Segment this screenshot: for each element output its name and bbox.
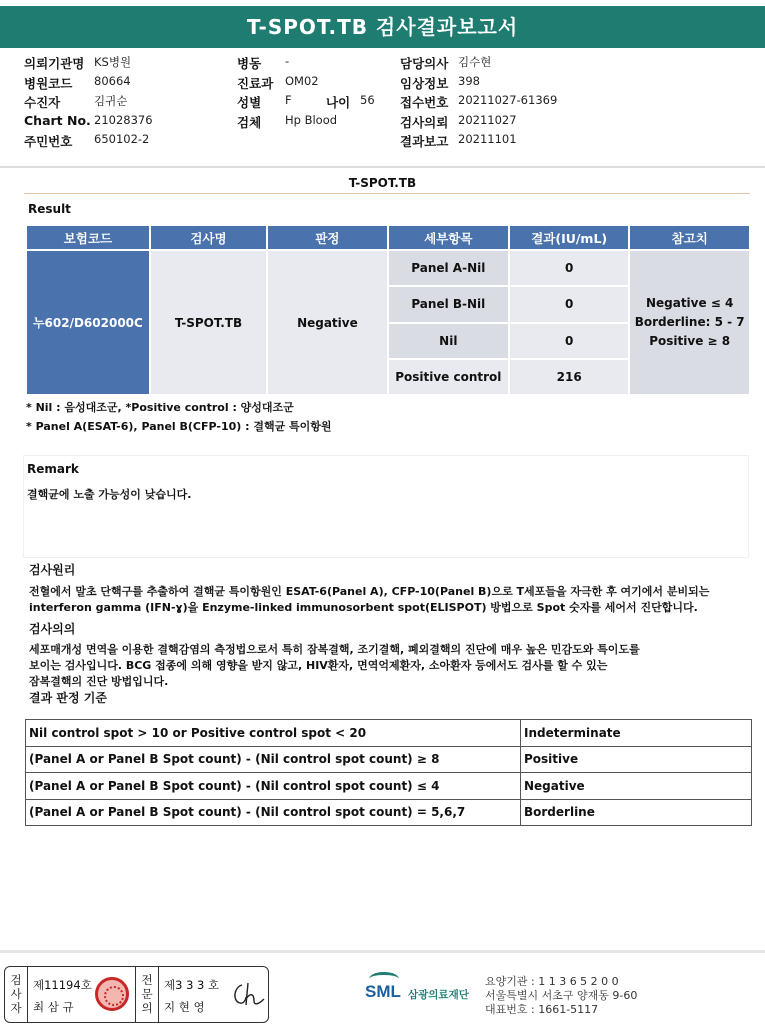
significance-line-3: 잠복결핵의 진단 방법입니다.	[29, 675, 169, 688]
seal-stamp-icon	[95, 977, 129, 1011]
note-antigens: * Panel A(ESAT-6), Panel B(CFP-10) : 결핵균 특이항원	[26, 420, 332, 433]
patient-info	[24, 54, 744, 152]
criteria-result: Negative	[521, 773, 752, 800]
request-label: 검사의뢰	[400, 114, 449, 130]
header-judgment: 판정	[268, 226, 386, 249]
hospital-value: KS병원	[94, 55, 132, 69]
item-name: Nil	[389, 324, 508, 358]
remark-box	[23, 455, 749, 558]
specimen-label: 검체	[237, 114, 262, 130]
dept-label: 진료과	[237, 75, 274, 91]
specialist-number: 제3 3 3 호	[164, 978, 220, 992]
table-row	[26, 720, 752, 747]
report-value: 20211101	[458, 132, 517, 146]
signature-box	[4, 966, 269, 1023]
criteria-table	[25, 719, 752, 826]
table-row	[26, 799, 752, 826]
header-result: 결과(IU/mL)	[510, 226, 628, 249]
item-name: Positive control	[389, 360, 508, 394]
chart-label: Chart No.	[24, 112, 91, 128]
header-reference: 참고치	[630, 226, 749, 249]
header-separator	[0, 166, 765, 168]
note-controls: * Nil : 음성대조군, *Positive control : 양성대조군	[26, 401, 294, 414]
divider	[135, 967, 136, 1022]
criteria-condition: Nil control spot > 10 or Positive control spot < 20	[26, 720, 521, 747]
rrn-label: 주민번호	[24, 134, 73, 149]
receipt-value: 20211027-61369	[458, 93, 558, 107]
criteria-condition: (Panel A or Panel B Spot count) - (Nil control spot count) ≥ 8	[26, 746, 521, 773]
significance-heading: 검사의의	[29, 622, 76, 636]
header-insurance-code: 보험코드	[27, 226, 149, 249]
criteria-result: Positive	[521, 746, 752, 773]
logo-name: 삼광의료재단	[408, 989, 469, 1001]
principle-line-2: interferon gamma (IFN-ɣ)을 Enzyme-linked immunosorbent spot(ELISPOT) 방법으로 Spot 숫자를 세어서 진단합니다.	[29, 601, 698, 614]
section-title: T-SPOT.TB	[348, 176, 417, 190]
test-name: T-SPOT.TB	[151, 251, 266, 394]
dept-value: OM02	[285, 73, 319, 88]
header-detail-item: 세부항목	[389, 226, 508, 249]
criteria-result: Borderline	[521, 799, 752, 826]
criteria-condition: (Panel A or Panel B Spot count) - (Nil control spot count) ≤ 4	[26, 773, 521, 800]
logo-mark: SML	[365, 982, 401, 1001]
rrn-value: 650102-2	[94, 132, 150, 146]
result-header-row	[27, 226, 749, 249]
specialist-name: 지 현 영	[164, 1000, 205, 1014]
org-phone: 대표번호 : 1661-5117	[485, 1003, 599, 1016]
doctor-label: 담당의사	[400, 56, 449, 71]
reference-negative: Negative ≤ 4	[645, 296, 734, 310]
item-value: 0	[510, 287, 628, 321]
examiner-label: 검사자	[10, 973, 22, 1015]
item-name: Panel A-Nil	[389, 251, 508, 285]
ward-value: -	[285, 54, 290, 68]
sml-logo	[365, 972, 477, 1012]
patient-label: 수진자	[24, 95, 61, 110]
reference-range	[630, 251, 749, 394]
item-name: Panel B-Nil	[389, 287, 508, 321]
examiner-name: 최 삼 규	[33, 1000, 74, 1014]
sex-value: F	[285, 93, 292, 107]
org-address: 서울특별시 서초구 양재동 9-60	[485, 989, 638, 1002]
examiner-number: 제11194호	[33, 978, 92, 992]
remark-heading: Remark	[27, 462, 79, 476]
table-row	[26, 773, 752, 800]
item-value: 0	[510, 324, 628, 358]
insurance-code: 누602/D602000C	[27, 251, 149, 394]
handwritten-signature-icon	[230, 979, 266, 1009]
age-label: 나이	[326, 95, 351, 110]
code-value: 80664	[94, 73, 131, 88]
judgment: Negative	[268, 251, 386, 394]
footer-rule	[0, 950, 765, 953]
principle-line-1: 전혈에서 말초 단핵구를 추출하여 결핵균 특이항원인 ESAT-6(Panel A), CFP-10(Panel B)으로 T세포들을 자극한 후 여기에서 분비되는	[29, 585, 710, 598]
item-value: 216	[510, 360, 628, 394]
principle-heading: 검사원리	[29, 563, 76, 577]
patient-value: 김귀순	[94, 94, 128, 108]
request-value: 20211027	[458, 112, 517, 127]
criteria-heading: 결과 판정 기준	[29, 691, 107, 705]
divider	[27, 967, 28, 1022]
clinical-value: 398	[458, 73, 480, 88]
age-value: 56	[360, 93, 375, 107]
result-label: Result	[28, 202, 71, 216]
doctor-value: 김수현	[458, 55, 492, 69]
hospital-label: 의뢰기관명	[24, 56, 85, 71]
ward-label: 병동	[237, 56, 262, 71]
specimen-value: Hp Blood	[285, 112, 338, 127]
significance-line-1: 세포매개성 면역을 이용한 결핵감염의 측정법으로서 특히 잠복결핵, 조기결핵, 폐외결핵의 진단에 매우 높은 민감도와 특이도를	[29, 643, 640, 656]
header-test-name: 검사명	[151, 226, 266, 249]
remark-text: 결핵균에 노출 가능성이 낮습니다.	[27, 488, 192, 501]
criteria-condition: (Panel A or Panel B Spot count) - (Nil control spot count) = 5,6,7	[26, 799, 521, 826]
significance-line-2: 보이는 검사입니다. BCG 접종에 의해 영향을 받지 않고, HIV환자, 면역억제환자, 소아환자 등에서도 검사를 할 수 있는	[29, 659, 608, 672]
specialist-label: 전문의	[141, 973, 153, 1015]
table-row	[27, 251, 749, 285]
receipt-label: 접수번호	[400, 95, 449, 110]
criteria-result: Indeterminate	[521, 720, 752, 747]
sex-label: 성별	[237, 95, 262, 110]
reference-borderline: Borderline: 5 - 7	[634, 315, 745, 329]
report-label: 결과보고	[400, 134, 449, 149]
divider	[158, 967, 159, 1022]
org-code: 요양기관 : 1 1 3 6 5 2 0 0	[485, 975, 619, 988]
report-title: T-SPOT.TB 검사결과보고서	[0, 6, 765, 48]
section-rule	[24, 193, 750, 194]
clinical-label: 임상정보	[400, 75, 449, 91]
result-table	[25, 224, 751, 396]
code-label: 병원코드	[24, 75, 73, 91]
chart-value: 21028376	[94, 112, 153, 127]
item-value: 0	[510, 251, 628, 285]
reference-positive: Positive ≥ 8	[649, 334, 731, 348]
table-row	[26, 746, 752, 773]
org-info	[485, 975, 637, 1017]
